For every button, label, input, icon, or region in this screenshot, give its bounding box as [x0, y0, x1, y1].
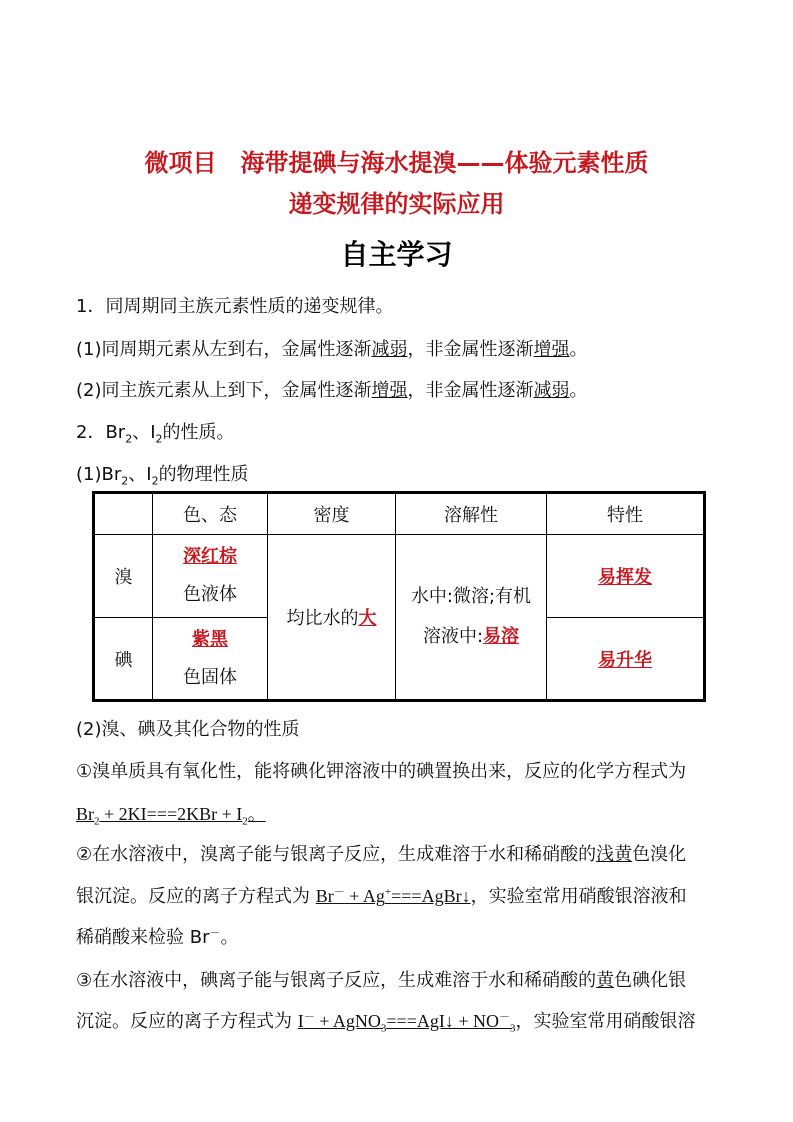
table-header-cell	[94, 493, 153, 535]
paragraph-3-2c: 稀硝酸来检验 Br－。	[76, 926, 239, 948]
table-row	[94, 535, 705, 618]
table-header-row	[94, 493, 705, 535]
table-header-cell: 特性	[547, 493, 705, 535]
paragraph-3-3b: 沉淀。反应的离子方程式为 I－ + AgNO$_3$===AgI↓ + $NO^-_3$，实验室常用硝酸银溶	[76, 1011, 696, 1035]
paragraph-1-2: (2)同主族元素从上到下，金属性逐渐增强，非金属性逐渐减弱。	[76, 380, 588, 401]
element-name-iodine: 碘	[94, 618, 153, 701]
element-name-bromine: 溴	[94, 535, 153, 618]
solubility-cell: 水中:微溶;有机 溶液中:易溶	[396, 535, 547, 701]
paragraph-1-1: (1)同周期元素从左到右，金属性逐渐减弱，非金属性逐渐增强。	[76, 339, 588, 360]
title-line-1: 微项目 海带提碘与海水提溴——体验元素性质	[144, 149, 649, 177]
density-cell: 均比水的大	[268, 535, 396, 701]
table-header-cell: 色、态	[153, 493, 268, 535]
section-1-heading: 1．同周期同主族元素性质的递变规律。	[76, 296, 394, 317]
equation-1: $Br_2 + 2KI===2KBr + I_2$。	[76, 804, 266, 828]
section-3-heading: (2)溴、碘及其化合物的性质	[76, 719, 300, 740]
section-subtitle: 自主学习	[340, 238, 453, 271]
bromine-color-state: 深红棕 色液体	[153, 535, 268, 618]
section-2-sub-heading: $(1)Br_2$、$I_2$的物理性质	[76, 464, 249, 488]
properties-table	[92, 491, 706, 702]
section-2-heading: 2．$Br_2$、$I_2$的性质。	[76, 422, 235, 446]
iodine-feature: 易升华	[547, 618, 705, 701]
table-header-cell: 溶解性	[396, 493, 547, 535]
paragraph-3-2a: ②在水溶液中，溴离子能与银离子反应，生成难溶于水和稀硝酸的浅黄色溴化	[76, 844, 687, 865]
iodine-color-state: 紫黑 色固体	[153, 618, 268, 701]
table-header-cell: 密度	[268, 493, 396, 535]
paragraph-3-3a: ③在水溶液中，碘离子能与银离子反应，生成难溶于水和稀硝酸的黄色碘化银	[76, 970, 687, 991]
paragraph-3-1: ①溴单质具有氧化性，能将碘化钾溶液中的碘置换出来，反应的化学方程式为	[76, 761, 687, 782]
paragraph-3-2b: 银沉淀。反应的离子方程式为 Br－ + Ag+===AgBr↓，实验室常用硝酸银溶液和	[76, 886, 687, 907]
bromine-feature: 易挥发	[547, 535, 705, 618]
title-line-2: 递变规律的实际应用	[288, 190, 505, 218]
